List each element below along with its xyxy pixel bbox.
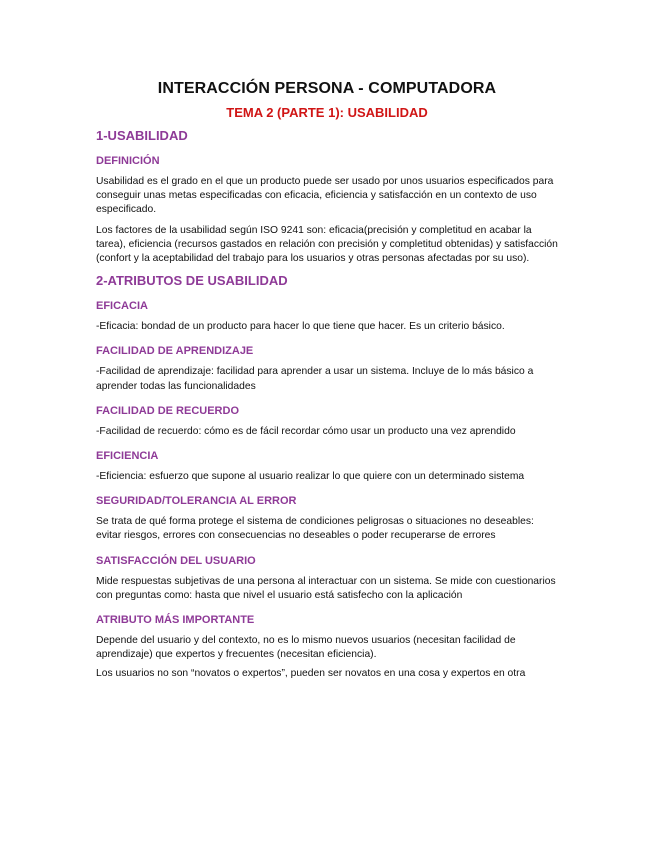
document-subtitle: TEMA 2 (PARTE 1): USABILIDAD (226, 105, 428, 120)
subheading-satisfaccion: SATISFACCIÓN DEL USUARIO (96, 554, 256, 567)
atributo-importante-paragraph: Depende del usuario y del contexto, no es lo mismo nuevos usuarios (necesitan facilidad de aprendizaje) que expertos y frecuentes (necesitan eficiencia). (96, 635, 516, 661)
document-title: INTERACCIÓN PERSONA - COMPUTADORA (157, 80, 497, 97)
subheading-atributo-importante: ATRIBUTO MÁS IMPORTANTE (96, 614, 255, 627)
facilidad-aprendizaje-paragraph: -Facilidad de aprendizaje: facilidad para aprender a usar un sistema. Incluye de lo más básico a aprender todas las funcionalidades (96, 366, 534, 392)
section-heading-usabilidad: 1-USABILIDAD (96, 128, 188, 143)
section-usabilidad (96, 127, 558, 266)
definition-paragraph: Usabilidad es el grado en el que un producto puede ser usado por unos usuarios especificados para conseguir unas metas especificadas con eficacia, eficiencia y satisfacción en un contexto de uso especificado. (96, 176, 554, 216)
eficiencia-paragraph: -Eficiencia: esfuerzo que supone al usuario realizar lo que quiere con un determinado sistema (96, 471, 525, 483)
subheading-facilidad-aprendizaje: FACILIDAD DE APRENDIZAJE (96, 345, 254, 358)
novatos-expertos-paragraph: Los usuarios no son “novatos o expertos”, pueden ser novatos en una cosa y expertos en otra (96, 668, 526, 680)
facilidad-recuerdo-paragraph: -Facilidad de recuerdo: cómo es de fácil recordar cómo usar un producto una vez aprendido (96, 425, 516, 437)
seguridad-paragraph: Se trata de qué forma protege el sistema de condiciones peligrosas o situaciones no deseables: evitar riesgos, errores con consecuencias no deseables o poder recuperarse de errores (96, 516, 534, 542)
eficacia-paragraph: -Eficacia: bondad de un producto para hacer lo que tiene que hacer. Es un criterio básico. (96, 321, 505, 333)
document-page (96, 78, 558, 682)
section-atributos (96, 272, 558, 681)
subheading-facilidad-recuerdo: FACILIDAD DE RECUERDO (96, 404, 240, 417)
iso-factors-paragraph: Los factores de la usabilidad según ISO 9241 son: eficacia(precisión y completitud en acabar la tarea), eficiencia (recursos gastados en relación con precisión y completitud obtenidas) y satisfacción (confort y la aceptabilidad del trabajo para los usuarios y otras personas afectadas por su uso). (96, 224, 558, 265)
subheading-eficiencia: EFICIENCIA (96, 450, 159, 463)
section-heading-atributos: 2-ATRIBUTOS DE USABILIDAD (96, 273, 288, 289)
subheading-eficacia: EFICACIA (96, 300, 148, 313)
satisfaccion-paragraph: Mide respuestas subjetivas de una persona al interactuar con un sistema. Se mide con cuestionarios con preguntas como: hasta que nivel el usuario está satisfecho con la aplicación (96, 575, 556, 601)
subheading-seguridad: SEGURIDAD/TOLERANCIA AL ERROR (96, 495, 297, 508)
subheading-definicion: DEFINICIÓN (96, 155, 160, 167)
